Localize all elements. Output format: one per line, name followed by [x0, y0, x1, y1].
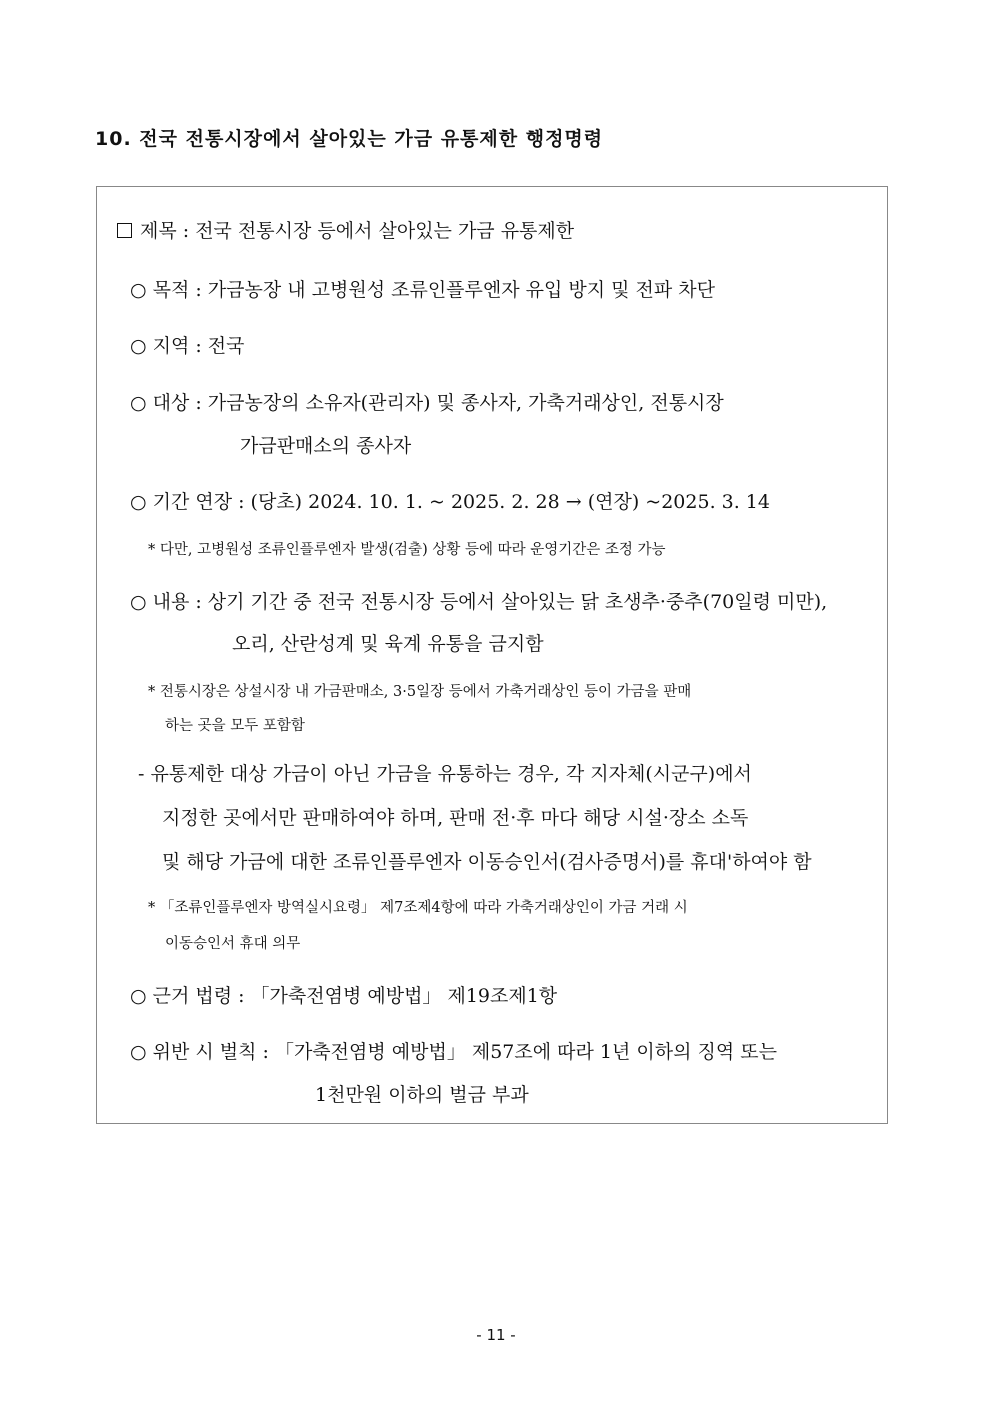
- penalty-line-1: ○ 위반 시 벌칙 : 「가축전염병 예방법」 제57조에 따라 1년 이하의 징역 또는: [130, 1041, 777, 1063]
- period-note: * 다만, 고병원성 조류인플루엔자 발생(검출) 상황 등에 따라 운영기간은 조정 가능: [148, 542, 666, 558]
- checkbox-square-icon: [117, 223, 132, 238]
- target-line-2: 가금판매소의 종사자: [240, 435, 412, 457]
- order-title-text: 제목 : 전국 전통시장 등에서 살아있는 가금 유통제한: [140, 220, 575, 242]
- content-line-1: ○ 내용 : 상기 기간 중 전국 전통시장 등에서 살아있는 닭 초생추·중추(70일령 미만),: [130, 591, 828, 613]
- target-line-1: ○ 대상 : 가금농장의 소유자(관리자) 및 종사자, 가축거래상인, 전통시장: [130, 392, 724, 414]
- dash-note-line-2: 이동승인서 휴대 의무: [165, 936, 301, 952]
- content-note-line-2: 하는 곳을 모두 포함함: [165, 718, 305, 734]
- penalty-line-2: 1천만원 이하의 벌금 부과: [315, 1084, 529, 1106]
- dash-line-1: - 유통제한 대상 가금이 아닌 가금을 유통하는 경우, 각 지자체(시군구)에서: [138, 763, 752, 785]
- dash-line-3: 및 해당 가금에 대한 조류인플루엔자 이동승인서(검사증명서)를 휴대'하여야 함: [162, 851, 812, 873]
- page-number: - 11 -: [476, 1326, 516, 1344]
- period-line: ○ 기간 연장 : (당초) 2024. 10. 1. ~ 2025. 2. 28 → (연장) ~2025. 3. 14: [130, 491, 770, 513]
- dash-line-2: 지정한 곳에서만 판매하여야 하며, 판매 전·후 마다 해당 시설·장소 소독: [162, 807, 749, 829]
- purpose-line: ○ 목적 : 가금농장 내 고병원성 조류인플루엔자 유입 방지 및 전파 차단: [130, 279, 715, 301]
- order-box: [96, 186, 888, 1124]
- content-line-2: 오리, 산란성계 및 육계 유통을 금지함: [232, 633, 544, 655]
- region-line: ○ 지역 : 전국: [130, 335, 245, 357]
- section-title: 10. 전국 전통시장에서 살아있는 가금 유통제한 행정명령: [95, 128, 604, 150]
- content-note-line-1: * 전통시장은 상설시장 내 가금판매소, 3·5일장 등에서 가축거래상인 등이 가금을 판매: [148, 684, 692, 700]
- dash-note-line-1: * 「조류인플루엔자 방역실시요령」 제7조제4항에 따라 가축거래상인이 가금 거래 시: [148, 900, 688, 916]
- legal-basis-line: ○ 근거 법령 : 「가축전염병 예방법」 제19조제1항: [130, 985, 558, 1007]
- order-title: [117, 222, 574, 241]
